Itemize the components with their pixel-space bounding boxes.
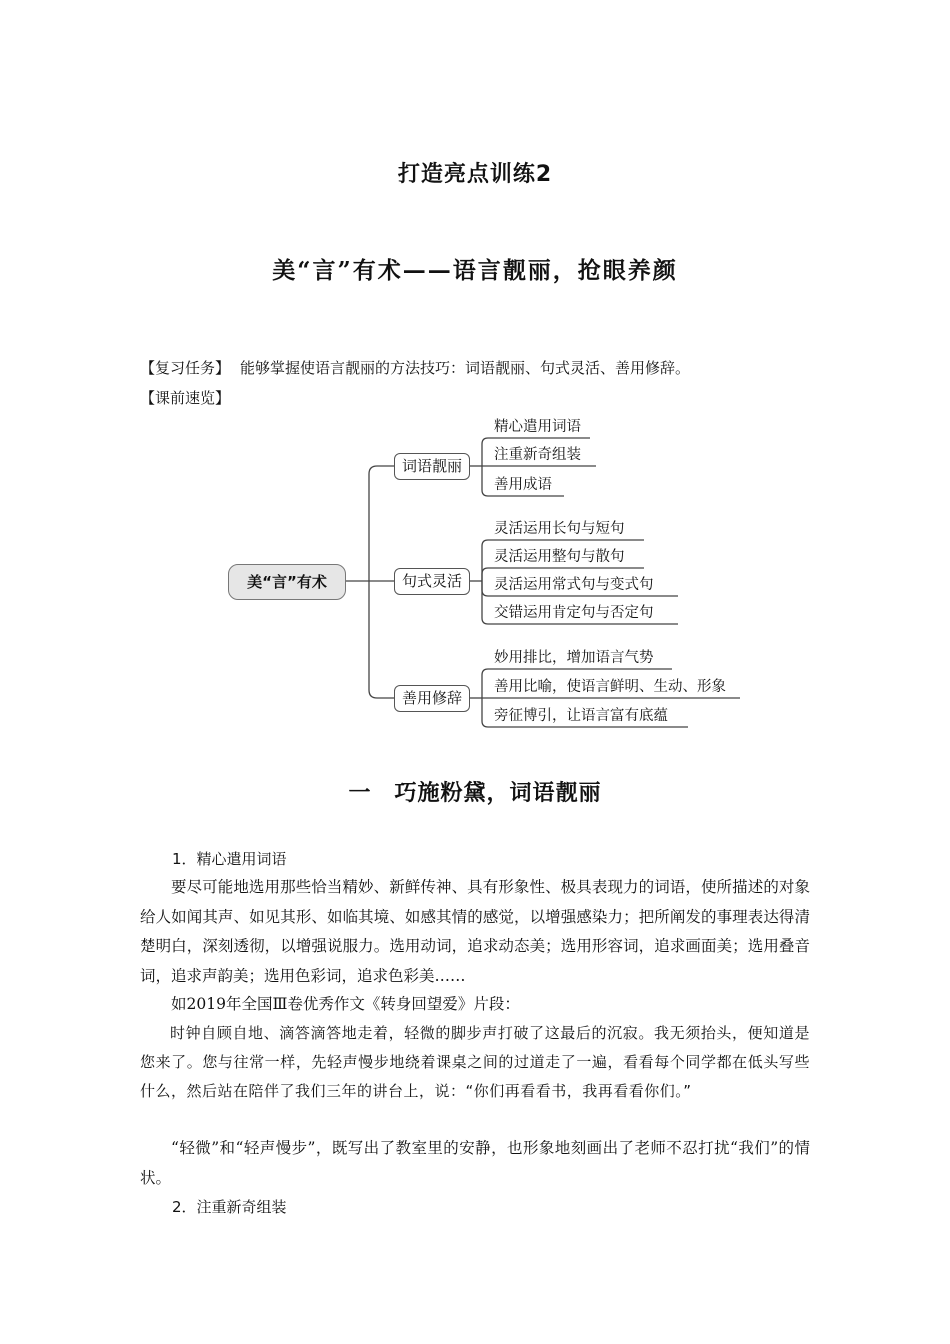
example-intro: 如2019年全国Ⅲ卷优秀作文《转身回望爱》片段： bbox=[171, 995, 520, 1013]
connector-branch-1 bbox=[369, 466, 394, 581]
leaf-item: 善用成语 bbox=[494, 477, 552, 493]
leaf-item: 旁征博引，让语言富有底蕴 bbox=[494, 708, 668, 724]
document-subtitle: 美“言”有术——语言靓丽，抢眼养颜 bbox=[272, 257, 678, 284]
review-task-line bbox=[140, 358, 820, 378]
review-task-text: 能够掌握使语言靓丽的方法技巧：词语靓丽、句式灵活、善用修辞。 bbox=[240, 359, 691, 377]
document-title: 打造亮点训练2 bbox=[397, 162, 553, 187]
preview-label: 【课前速览】 bbox=[140, 389, 231, 407]
preview-line bbox=[140, 388, 820, 408]
leaf-item: 灵活运用常式句与变式句 bbox=[494, 577, 654, 593]
leaf-item: 灵活运用长句与短句 bbox=[494, 521, 625, 537]
leaf-item: 妙用排比，增加语言气势 bbox=[494, 650, 654, 666]
analysis-paragraph: “轻微”和“轻声慢步”，既写出了教室里的安静，也形象地刻画出了老师不忍打扰“我们”的情状。 bbox=[140, 1139, 810, 1187]
connector-branch-3 bbox=[369, 581, 394, 698]
leaf-item: 善用比喻，使语言鲜明、生动、形象 bbox=[494, 679, 726, 695]
leaf-item: 注重新奇组装 bbox=[494, 447, 581, 463]
leaf-item: 精心遣用词语 bbox=[494, 419, 581, 435]
item-1-title: 1．精心遣用词语 bbox=[172, 850, 287, 868]
branch-words: 词语靓丽 bbox=[394, 453, 470, 480]
branch-rhetoric: 善用修辞 bbox=[394, 685, 470, 712]
mind-map bbox=[226, 410, 746, 740]
leaf-item: 灵活运用整句与散句 bbox=[494, 549, 625, 565]
item-2-title: 2．注重新奇组装 bbox=[172, 1198, 287, 1216]
mind-map-root: 美“言”有术 bbox=[228, 564, 346, 600]
item-1-paragraph: 要尽可能地选用那些恰当精妙、新鲜传神、具有形象性、极具表现力的词语，使所描述的对象给人如闻其声、如见其形、如临其境、如感其情的感觉，以增强感染力；把所阐发的事理表达得清楚明白，深刻透彻，以增强说服力。选用动词，追求动态美；选用形容词，追求画面美；选用叠音词，追求声韵美；选用色彩词，追求色彩美…… bbox=[140, 878, 810, 985]
section-heading: 一 巧施粉黛，词语靓丽 bbox=[348, 781, 602, 806]
example-quote: 时钟自顾自地、滴答滴答地走着，轻微的脚步声打破了这最后的沉寂。我无须抬头，便知道是您来了。您与往常一样，先轻声慢步地绕着课桌之间的过道走了一遍，看看每个同学都在低头写些什么，然后站在陪伴了我们三年的讲台上，说：“你们再看看书，我再看看你们。” bbox=[140, 1024, 810, 1100]
review-task-label: 【复习任务】 bbox=[140, 359, 231, 377]
leaf-item: 交错运用肯定句与否定句 bbox=[494, 605, 654, 621]
branch-sentences: 句式灵活 bbox=[394, 568, 470, 595]
